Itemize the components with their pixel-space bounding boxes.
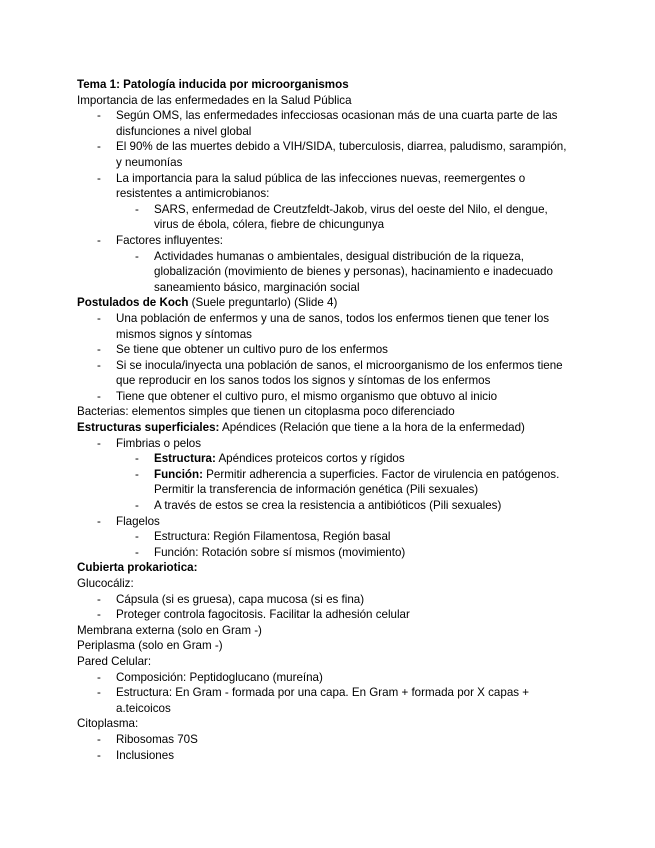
bullet-dash: - xyxy=(97,140,101,154)
section-heading-salud-publica: Importancia de las enfermedades en la Salud Pública xyxy=(77,93,352,107)
list-item: - Ribosomas 70S xyxy=(97,732,198,746)
sub-list-item: - SARS, enfermedad de Creutzfeldt-Jakob, virus del oeste del Nilo, el dengue, virus de ébola, cólera, fiebre de chicungunya xyxy=(135,202,548,232)
bullet-dash: - xyxy=(97,608,101,622)
list-item: - Fimbrias o pelos xyxy=(97,436,202,450)
bullet-dash: - xyxy=(97,109,101,123)
bullet-dash: - xyxy=(97,514,101,528)
bullet-dash: - xyxy=(135,499,139,513)
sub-list-item: - Función: Permitir adherencia a superficies. Factor de virulencia en patógenos. Permitir la transferencia de información genética (Pili sexuales) xyxy=(135,467,560,497)
list-item: - La importancia para la salud pública de las infecciones nuevas, reemergentes o resistentes a antimicrobianos: xyxy=(97,171,526,201)
section-heading-estructuras: Estructuras superficiales: Apéndices (Relación que tiene a la hora de la enfermedad) xyxy=(77,421,525,435)
bullet-dash: - xyxy=(97,343,101,357)
bullet-dash: - xyxy=(97,748,101,762)
sub-list-item: - Actividades humanas o ambientales, desigual distribución de la riqueza, globalización (movimiento de bienes y personas), hacinamiento e inadecuado saneamiento básico, marginación social xyxy=(135,249,553,294)
bullet-dash: - xyxy=(135,249,139,263)
bullet-dash: - xyxy=(97,233,101,247)
bullet-dash: - xyxy=(97,311,101,325)
bullet-dash: - xyxy=(97,670,101,684)
list-item: - Composición: Peptidoglucano (mureína) xyxy=(97,670,323,684)
paragraph-bacterias: Bacterias: elementos simples que tienen un citoplasma poco diferenciado xyxy=(77,405,455,419)
bullet-dash: - xyxy=(97,389,101,403)
section-heading-cubierta: Cubierta prokariotica: xyxy=(77,561,198,575)
list-item: - Inclusiones xyxy=(97,748,175,762)
subheading-membrana: Membrana externa (solo en Gram -) xyxy=(77,623,262,637)
bullet-dash: - xyxy=(97,358,101,372)
subheading-pared: Pared Celular: xyxy=(77,654,152,668)
list-item: - Se tiene que obtener un cultivo puro de los enfermos xyxy=(97,343,388,357)
sub-list-item: - A través de estos se crea la resistencia a antibióticos (Pili sexuales) xyxy=(135,499,502,513)
bullet-dash: - xyxy=(97,686,101,700)
bullet-dash: - xyxy=(97,436,101,450)
bullet-dash: - xyxy=(97,592,101,606)
list-item: - Flagelos xyxy=(97,514,160,528)
list-item: - Proteger controla fagocitosis. Facilitar la adhesión celular xyxy=(97,608,410,622)
document-content xyxy=(77,77,577,763)
bullet-dash: - xyxy=(135,545,139,559)
subheading-periplasma: Periplasma (solo en Gram -) xyxy=(77,639,223,653)
bullet-dash: - xyxy=(97,171,101,185)
sub-list-item: - Estructura: Región Filamentosa, Región basal xyxy=(135,530,391,544)
section-heading-koch: Postulados de Koch (Suele preguntarlo) (Slide 4) xyxy=(77,296,338,310)
list-item: - Cápsula (si es gruesa), capa mucosa (si es fina) xyxy=(97,592,365,606)
bullet-dash: - xyxy=(135,467,139,481)
list-item: - Si se inocula/inyecta una población de sanos, el microorganismo de los enfermos tiene que reproducir en los sanos todos los signos y síntomas de los enfermos xyxy=(97,358,563,388)
list-item: - El 90% de las muertes debido a VIH/SIDA, tuberculosis, diarrea, paludismo, sarampión, y neumonías xyxy=(97,140,567,169)
list-item: - Tiene que obtener el cultivo puro, el mismo organismo que obtuvo al inicio xyxy=(97,389,498,403)
list-item: - Una población de enfermos y una de sanos, todos los enfermos tienen que tener los mismos signos y síntomas xyxy=(97,311,550,341)
subheading-glucocaliz: Glucocáliz: xyxy=(77,577,134,590)
sub-list-item: - Estructura: Apéndices proteicos cortos y rígidos xyxy=(135,452,405,466)
list-item: - Factores influyentes: xyxy=(97,233,223,247)
list-item: - Según OMS, las enfermedades infecciosas ocasionan más de una cuarta parte de las disfunciones a nivel global xyxy=(97,109,558,138)
list-item: - Estructura: En Gram - formada por una capa. En Gram + formada por X capas + a.teicoicos xyxy=(97,686,530,715)
bullet-dash: - xyxy=(97,732,101,746)
subheading-citoplasma: Citoplasma: xyxy=(77,717,139,731)
sub-list-item: - Función: Rotación sobre sí mismos (movimiento) xyxy=(135,545,406,559)
bullet-dash: - xyxy=(135,202,139,216)
bullet-dash: - xyxy=(135,452,139,466)
document-title: Tema 1: Patología inducida por microorganismos xyxy=(77,78,349,91)
bullet-dash: - xyxy=(135,530,139,544)
